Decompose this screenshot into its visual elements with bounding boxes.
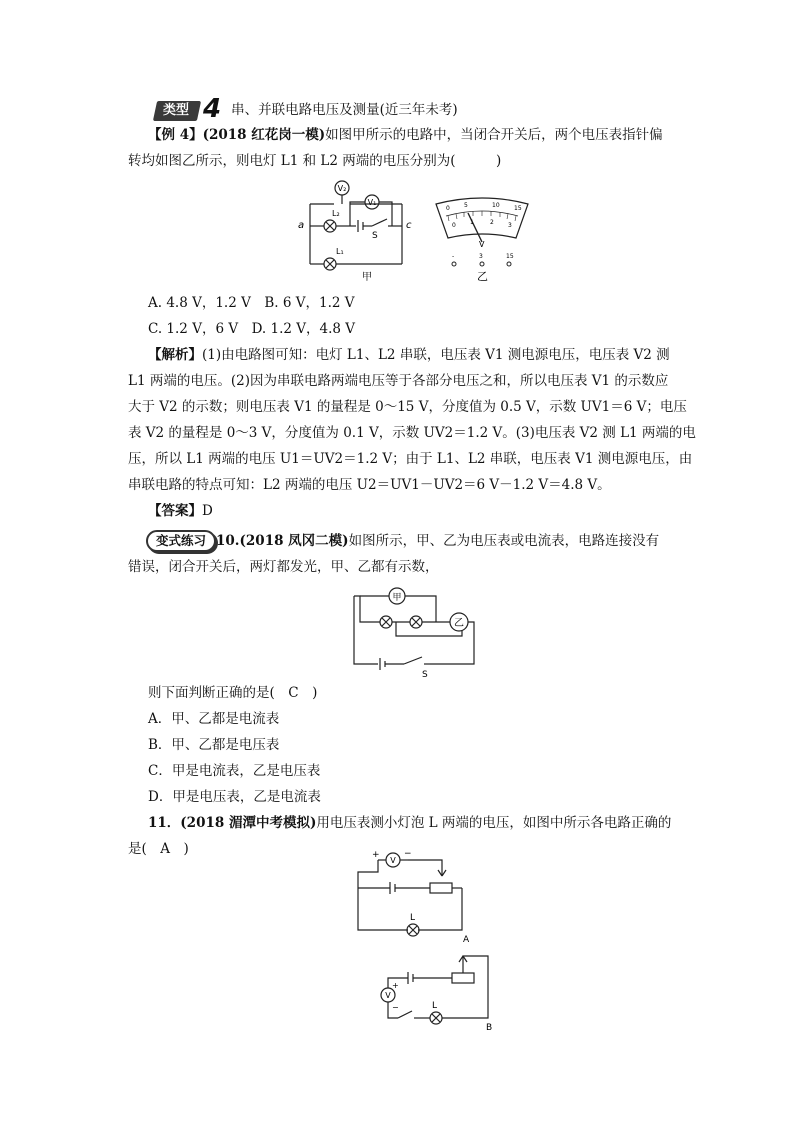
l1-label: L₁ — [336, 247, 344, 256]
q10-switch-label: S — [422, 670, 428, 678]
meter-jia-label: 甲 — [392, 593, 402, 603]
example4-source: (2018 红花岗一模) — [202, 127, 326, 143]
meter-dial-figure-yi — [432, 196, 532, 282]
node-c-label: c — [406, 220, 412, 231]
svg-text:15: 15 — [514, 205, 522, 212]
q11-number: 11． — [148, 815, 181, 831]
example4-line1: 【例 4】(2018 红花岗一模)如图甲所示的电路中，当闭合开关后，两个电压表指针偏 — [148, 127, 663, 143]
terminal-minus-icon — [452, 262, 456, 266]
svg-text:+: + — [372, 850, 380, 860]
terminal-3-icon — [480, 262, 484, 266]
example4-options-1: A. 4.8 V，1.2 V B. 6 V，1.2 V — [148, 295, 355, 311]
analysis-label: 【解析】 — [148, 347, 202, 363]
l2-label: L₂ — [332, 209, 340, 218]
analysis-line5: 压，所以 L1 两端的电压 U1＝UV2＝1.2 V；由于 L1、L2 串联，电压表 V1 测电源电压，由 — [128, 451, 693, 467]
answer-line — [148, 502, 213, 520]
type-number: 4 — [203, 94, 222, 124]
meter-unit-label: V — [479, 240, 485, 249]
switch-s-label: S — [372, 231, 378, 241]
q10-option-d: D．甲是电压表，乙是电流表 — [148, 789, 321, 805]
circuit-figure-jia — [292, 176, 422, 288]
q10-option-c: C．甲是电流表，乙是电压表 — [148, 763, 321, 779]
fig-b-caption: B — [486, 1023, 493, 1033]
fig-yi-caption: 乙 — [477, 270, 488, 282]
answer-value: D — [202, 503, 213, 519]
node-a-label: a — [298, 220, 305, 231]
q10-line1: 变式练习 10.(2018 凤冈二模)如图所示，甲、乙为电压表或电流表，电路连接没有 — [146, 530, 659, 552]
svg-text:3: 3 — [508, 222, 512, 229]
answer-label: 【答案】 — [148, 503, 202, 519]
fig-jia-caption: 甲 — [362, 272, 372, 283]
type-title: 串、并联电路电压及测量(近三年未考) — [231, 102, 458, 118]
example4-line2: 转均如图乙所示，则电灯 L1 和 L2 两端的电压分别为( ) — [128, 153, 502, 169]
v1-label: V₁ — [367, 198, 377, 207]
type-header — [155, 94, 458, 124]
meter-yi-label: 乙 — [454, 618, 464, 629]
svg-text:-: - — [452, 253, 455, 260]
analysis-line1: 【解析】(1)由电路图可知：电灯 L1、L2 串联，电压表 V1 测电源电压，电压表 V2 测 — [148, 347, 670, 363]
q11-line2: 是( A ) — [128, 841, 189, 857]
q10-option-a: A．甲、乙都是电流表 — [148, 711, 280, 727]
terminal-15-icon — [507, 262, 511, 266]
svg-text:10: 10 — [492, 202, 500, 209]
q10-line2: 错误，闭合开关后，两灯都发光，甲、乙都有示数， — [128, 559, 439, 575]
svg-text:3: 3 — [479, 253, 483, 260]
example4-options-2: C. 1.2 V，6 V D. 1.2 V，4.8 V — [148, 321, 356, 337]
svg-text:V: V — [385, 991, 391, 1000]
svg-text:0: 0 — [446, 205, 450, 212]
q11-line1: 11．(2018 湄潭中考模拟)用电压表测小灯泡 L 两端的电压，如图中所示各电路正确的 — [148, 815, 672, 831]
analysis-line2: L1 两端的电压。(2)因为串联电路两端电压等于各部分电压之和，所以电压表 V1 的示数应 — [128, 373, 669, 389]
svg-text:0: 0 — [452, 222, 456, 229]
variant-practice-badge: 变式练习 — [146, 530, 216, 552]
analysis-line4: 表 V2 的量程是 0～3 V，分度值为 0.1 V，示数 UV2＝1.2 V。(3)电压表 V2 测 L1 两端的电 — [128, 425, 696, 441]
svg-text:L: L — [432, 1001, 438, 1011]
circuit-figure-a — [350, 846, 480, 946]
q10-option-b: B．甲、乙都是电压表 — [148, 737, 280, 753]
svg-text:−: − — [404, 849, 412, 859]
type-tag: 类型 — [153, 101, 201, 121]
svg-text:15: 15 — [506, 253, 514, 260]
analysis-line6: 串联电路的特点可知：L2 两端的电压 U2＝UV1－UV2＝6 V－1.2 V＝4.8 V。 — [128, 477, 611, 493]
svg-text:2: 2 — [490, 219, 494, 226]
svg-text:−: − — [392, 1003, 399, 1012]
svg-text:1: 1 — [470, 219, 474, 226]
v2-label: V₂ — [337, 184, 347, 193]
circuit-figure-b — [368, 948, 508, 1034]
analysis-line3: 大于 V2 的示数；则电压表 V1 的量程是 0～15 V，分度值为 0.5 V，示数 UV1＝6 V；电压 — [128, 399, 687, 415]
q10-number: 10. — [216, 533, 240, 549]
svg-text:L: L — [410, 913, 416, 923]
q10-prompt: 则下面判断正确的是( C ) — [148, 685, 318, 701]
q11-source: (2018 湄潭中考模拟) — [180, 815, 317, 831]
example4-label: 【例 4】 — [148, 127, 203, 143]
svg-text:V: V — [390, 856, 396, 865]
q10-source: (2018 凤冈二模) — [239, 533, 349, 549]
circuit-figure-q10 — [346, 582, 486, 678]
svg-text:5: 5 — [464, 202, 468, 209]
svg-text:+: + — [392, 981, 399, 990]
fig-a-caption: A — [463, 935, 470, 945]
